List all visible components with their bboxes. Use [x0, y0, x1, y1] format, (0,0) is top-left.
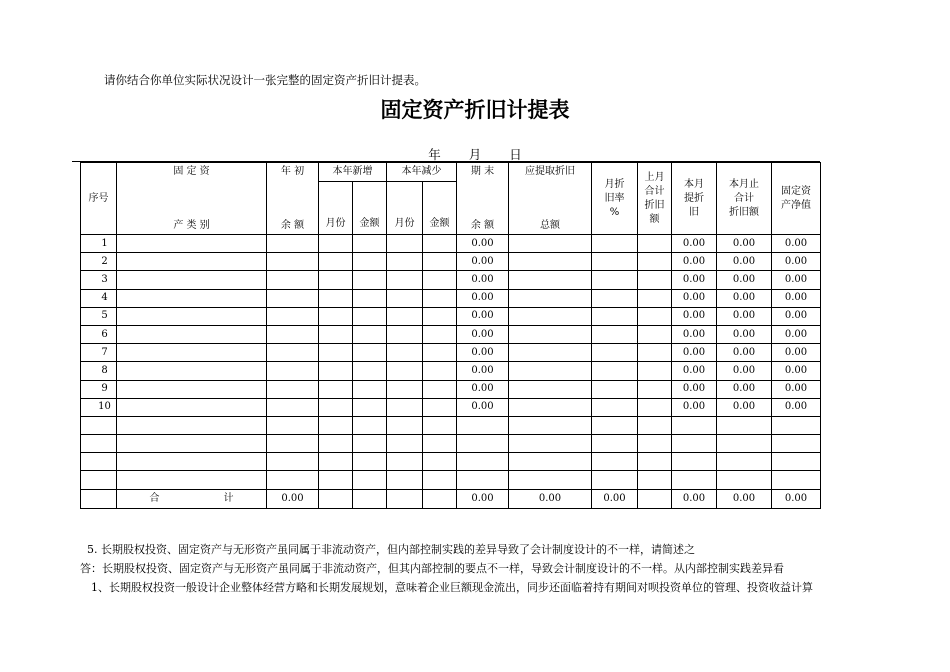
row-closing: 0.00	[457, 344, 509, 362]
total-dec-month	[387, 489, 423, 508]
total-label-ji: 计	[223, 492, 234, 504]
total-opening: 0.00	[267, 489, 319, 508]
row-cumulative	[717, 435, 772, 453]
row-cumulative	[717, 453, 772, 471]
row-net: 0.00	[772, 344, 821, 362]
table-row	[81, 398, 821, 416]
total-inc-amount	[353, 489, 387, 508]
row-net: 0.00	[772, 307, 821, 325]
row-net: 0.00	[772, 398, 821, 416]
row-inc-amount	[353, 253, 387, 271]
row-inc-month	[319, 453, 353, 471]
row-dec-month	[387, 380, 423, 398]
row-this-month: 0.00	[672, 289, 717, 307]
row-category	[117, 325, 267, 343]
row-dec-month	[387, 253, 423, 271]
row-inc-month	[319, 271, 353, 289]
row-inc-amount	[353, 453, 387, 471]
row-seq: 9	[81, 380, 117, 398]
row-this-month	[672, 453, 717, 471]
answer-point-1: 1、长期股权投资一般设计企业整体经营方略和长期发展规划，意味着企业巨额现金流出，同步还面临着持有期间对呗投资单位的管理、投资收益计算	[91, 581, 813, 594]
row-category	[117, 471, 267, 489]
row-net: 0.00	[772, 271, 821, 289]
row-cumulative: 0.00	[717, 344, 772, 362]
row-accrue	[509, 416, 592, 434]
table-row	[81, 380, 821, 398]
row-net	[772, 471, 821, 489]
header-decrease: 本年减少	[387, 163, 457, 182]
row-this-month	[672, 435, 717, 453]
row-rate	[592, 289, 638, 307]
row-last-month	[638, 325, 672, 343]
row-category	[117, 453, 267, 471]
row-seq: 10	[81, 398, 117, 416]
row-net: 0.00	[772, 235, 821, 253]
row-inc-amount	[353, 435, 387, 453]
row-this-month: 0.00	[672, 380, 717, 398]
row-seq: 4	[81, 289, 117, 307]
total-seq	[81, 489, 117, 508]
row-closing: 0.00	[457, 235, 509, 253]
row-inc-month	[319, 289, 353, 307]
header-increase-amount: 金额	[353, 182, 387, 235]
row-seq: 7	[81, 344, 117, 362]
row-accrue	[509, 435, 592, 453]
date-day: 日	[509, 147, 522, 162]
table-row	[81, 307, 821, 325]
row-rate	[592, 344, 638, 362]
row-this-month: 0.00	[672, 307, 717, 325]
row-accrue	[509, 471, 592, 489]
row-last-month	[638, 471, 672, 489]
row-inc-amount	[353, 362, 387, 380]
row-accrue	[509, 307, 592, 325]
row-accrue	[509, 289, 592, 307]
row-rate	[592, 416, 638, 434]
table-row	[81, 471, 821, 489]
row-category	[117, 435, 267, 453]
row-dec-amount	[423, 380, 457, 398]
row-inc-amount	[353, 289, 387, 307]
row-this-month: 0.00	[672, 253, 717, 271]
row-cumulative: 0.00	[717, 325, 772, 343]
intro-text: 请你结合你单位实际状况设计一张完整的固定资产折旧计提表。	[104, 73, 426, 87]
row-net	[772, 435, 821, 453]
header-net-value: 固定资 产净值	[772, 163, 821, 235]
row-cumulative: 0.00	[717, 380, 772, 398]
row-this-month: 0.00	[672, 235, 717, 253]
row-category	[117, 380, 267, 398]
row-closing: 0.00	[457, 325, 509, 343]
row-opening	[267, 271, 319, 289]
total-last-month	[638, 489, 672, 508]
table-row	[81, 271, 821, 289]
header-opening-top: 年 初	[280, 165, 305, 177]
header-this-month: 本月 提折 旧	[672, 163, 717, 235]
row-net: 0.00	[772, 325, 821, 343]
row-inc-amount	[353, 307, 387, 325]
row-accrue	[509, 398, 592, 416]
row-dec-amount	[423, 325, 457, 343]
row-inc-month	[319, 253, 353, 271]
header-seq: 序号	[81, 163, 117, 235]
row-inc-month	[319, 235, 353, 253]
date-year: 年	[428, 147, 441, 162]
table-row	[81, 289, 821, 307]
row-category	[117, 235, 267, 253]
row-dec-month	[387, 471, 423, 489]
row-seq: 3	[81, 271, 117, 289]
header-cumulative: 本月止 合计 折旧额	[717, 163, 772, 235]
header-category	[117, 163, 267, 235]
row-inc-month	[319, 398, 353, 416]
total-label-he: 合	[149, 492, 160, 504]
row-category	[117, 344, 267, 362]
row-inc-amount	[353, 235, 387, 253]
row-seq	[81, 471, 117, 489]
page-title: 固定资产折旧计提表	[380, 98, 570, 122]
row-this-month: 0.00	[672, 271, 717, 289]
row-seq: 1	[81, 235, 117, 253]
row-closing: 0.00	[457, 253, 509, 271]
row-opening	[267, 344, 319, 362]
row-inc-month	[319, 325, 353, 343]
row-category	[117, 289, 267, 307]
row-rate	[592, 453, 638, 471]
row-opening	[267, 253, 319, 271]
row-dec-amount	[423, 307, 457, 325]
header-accrue-top: 应提取折旧	[525, 165, 575, 177]
row-opening	[267, 362, 319, 380]
row-last-month	[638, 362, 672, 380]
row-dec-month	[387, 398, 423, 416]
row-last-month	[638, 453, 672, 471]
row-opening	[267, 416, 319, 434]
row-seq: 2	[81, 253, 117, 271]
row-this-month	[672, 471, 717, 489]
total-inc-month	[319, 489, 353, 508]
row-dec-amount	[423, 235, 457, 253]
row-accrue	[509, 235, 592, 253]
row-this-month: 0.00	[672, 325, 717, 343]
row-cumulative	[717, 416, 772, 434]
header-decrease-amount: 金额	[423, 182, 457, 235]
row-net: 0.00	[772, 253, 821, 271]
date-month: 月	[468, 147, 482, 162]
total-accrue: 0.00	[509, 489, 592, 508]
row-rate	[592, 398, 638, 416]
answer-text: 答：长期股权投资、固定资产与无形资产虽同属于非流动资产，但其内部控制的要点不一样，导致会计制度设计的不一样。从内部控制实践差异看	[80, 562, 784, 575]
header-category-bottom: 产 类 别	[173, 219, 210, 231]
row-rate	[592, 380, 638, 398]
row-last-month	[638, 307, 672, 325]
row-rate	[592, 435, 638, 453]
row-inc-month	[319, 416, 353, 434]
row-inc-amount	[353, 271, 387, 289]
row-inc-amount	[353, 398, 387, 416]
row-category	[117, 398, 267, 416]
row-accrue	[509, 380, 592, 398]
header-last-month: 上月 合计 折旧 额	[638, 163, 672, 235]
row-dec-amount	[423, 362, 457, 380]
row-seq	[81, 416, 117, 434]
row-last-month	[638, 253, 672, 271]
row-inc-month	[319, 380, 353, 398]
row-rate	[592, 471, 638, 489]
row-opening	[267, 453, 319, 471]
row-accrue	[509, 253, 592, 271]
row-dec-month	[387, 289, 423, 307]
row-dec-month	[387, 325, 423, 343]
row-closing	[457, 471, 509, 489]
table-row	[81, 362, 821, 380]
row-opening	[267, 307, 319, 325]
header-opening	[267, 163, 319, 235]
row-closing: 0.00	[457, 398, 509, 416]
header-closing-top: 期 末	[470, 165, 495, 177]
row-inc-amount	[353, 344, 387, 362]
row-inc-month	[319, 307, 353, 325]
row-accrue	[509, 453, 592, 471]
row-seq	[81, 435, 117, 453]
row-category	[117, 307, 267, 325]
row-closing	[457, 416, 509, 434]
table-row	[81, 344, 821, 362]
header-increase: 本年新增	[319, 163, 387, 182]
total-cumulative: 0.00	[717, 489, 772, 508]
total-label	[117, 489, 267, 508]
depreciation-table	[80, 162, 821, 509]
row-dec-amount	[423, 271, 457, 289]
row-last-month	[638, 416, 672, 434]
row-dec-month	[387, 271, 423, 289]
row-seq: 5	[81, 307, 117, 325]
row-seq: 6	[81, 325, 117, 343]
row-cumulative: 0.00	[717, 271, 772, 289]
row-net: 0.00	[772, 362, 821, 380]
header-closing	[457, 163, 509, 235]
row-opening	[267, 435, 319, 453]
row-this-month: 0.00	[672, 362, 717, 380]
row-rate	[592, 271, 638, 289]
row-category	[117, 362, 267, 380]
row-cumulative: 0.00	[717, 253, 772, 271]
row-closing: 0.00	[457, 362, 509, 380]
row-opening	[267, 398, 319, 416]
row-cumulative: 0.00	[717, 289, 772, 307]
row-closing: 0.00	[457, 307, 509, 325]
row-inc-month	[319, 435, 353, 453]
row-opening	[267, 325, 319, 343]
header-category-top: 固 定 资	[173, 165, 210, 177]
row-last-month	[638, 380, 672, 398]
row-accrue	[509, 271, 592, 289]
row-cumulative	[717, 471, 772, 489]
row-category	[117, 253, 267, 271]
table-row	[81, 453, 821, 471]
row-last-month	[638, 235, 672, 253]
total-this-month: 0.00	[672, 489, 717, 508]
row-rate	[592, 307, 638, 325]
row-cumulative: 0.00	[717, 235, 772, 253]
row-rate	[592, 362, 638, 380]
row-closing: 0.00	[457, 380, 509, 398]
row-seq	[81, 453, 117, 471]
row-opening	[267, 380, 319, 398]
total-rate: 0.00	[592, 489, 638, 508]
row-closing	[457, 435, 509, 453]
row-net	[772, 416, 821, 434]
row-opening	[267, 289, 319, 307]
row-category	[117, 416, 267, 434]
row-dec-month	[387, 235, 423, 253]
row-opening	[267, 235, 319, 253]
row-dec-amount	[423, 416, 457, 434]
row-last-month	[638, 271, 672, 289]
row-dec-amount	[423, 253, 457, 271]
table-row	[81, 416, 821, 434]
row-dec-amount	[423, 398, 457, 416]
row-rate	[592, 253, 638, 271]
total-closing: 0.00	[457, 489, 509, 508]
row-net: 0.00	[772, 289, 821, 307]
header-increase-month: 月份	[319, 182, 353, 235]
row-dec-month	[387, 416, 423, 434]
row-dec-amount	[423, 435, 457, 453]
row-dec-month	[387, 435, 423, 453]
row-dec-amount	[423, 344, 457, 362]
row-inc-month	[319, 344, 353, 362]
row-net	[772, 453, 821, 471]
row-inc-amount	[353, 416, 387, 434]
row-inc-amount	[353, 380, 387, 398]
row-dec-month	[387, 362, 423, 380]
row-last-month	[638, 289, 672, 307]
row-last-month	[638, 344, 672, 362]
row-this-month: 0.00	[672, 398, 717, 416]
row-dec-amount	[423, 471, 457, 489]
row-closing: 0.00	[457, 289, 509, 307]
header-decrease-month: 月份	[387, 182, 423, 235]
row-dec-month	[387, 344, 423, 362]
row-inc-amount	[353, 325, 387, 343]
row-cumulative: 0.00	[717, 398, 772, 416]
row-net: 0.00	[772, 380, 821, 398]
row-accrue	[509, 362, 592, 380]
total-net: 0.00	[772, 489, 821, 508]
header-closing-bottom: 余 额	[470, 219, 495, 231]
row-dec-month	[387, 453, 423, 471]
table-row	[81, 435, 821, 453]
row-opening	[267, 471, 319, 489]
row-rate	[592, 325, 638, 343]
row-rate	[592, 235, 638, 253]
row-seq: 8	[81, 362, 117, 380]
row-last-month	[638, 398, 672, 416]
row-category	[117, 271, 267, 289]
row-closing	[457, 453, 509, 471]
row-dec-amount	[423, 453, 457, 471]
row-this-month: 0.00	[672, 344, 717, 362]
question-text: 5. 长期股权投资、固定资产与无形资产虽同属于非流动资产，但内部控制实践的差异导致了会计制度设计的不一样，请简述之	[87, 543, 695, 556]
row-dec-amount	[423, 289, 457, 307]
header-accrue-bottom: 总额	[540, 219, 560, 231]
table-row	[81, 253, 821, 271]
table-row	[81, 235, 821, 253]
row-accrue	[509, 325, 592, 343]
row-dec-month	[387, 307, 423, 325]
row-cumulative: 0.00	[717, 362, 772, 380]
row-closing: 0.00	[457, 271, 509, 289]
row-inc-month	[319, 362, 353, 380]
total-dec-amount	[423, 489, 457, 508]
table-row	[81, 325, 821, 343]
row-cumulative: 0.00	[717, 307, 772, 325]
row-inc-amount	[353, 471, 387, 489]
row-inc-month	[319, 471, 353, 489]
row-this-month	[672, 416, 717, 434]
header-rate: 月折 旧率 %	[592, 163, 638, 235]
row-last-month	[638, 435, 672, 453]
header-opening-bottom: 余 额	[280, 219, 305, 231]
row-accrue	[509, 344, 592, 362]
header-accrue	[509, 163, 592, 235]
